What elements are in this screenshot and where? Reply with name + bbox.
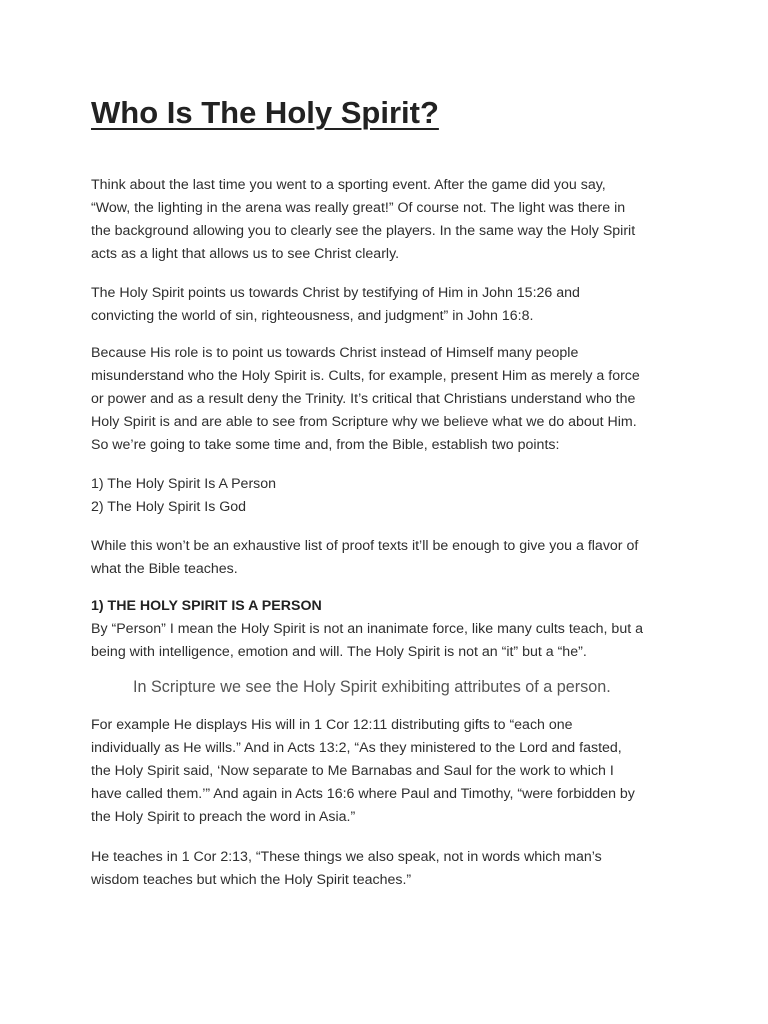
paragraph-line: For example He displays His will in 1 Cor 12:11 distributing gifts to “each one (91, 717, 573, 733)
paragraph-line: He teaches in 1 Cor 2:13, “These things we also speak, not in words which man’s (91, 849, 602, 865)
points-paragraph (91, 282, 580, 328)
paragraph-line: have called them.’” And again in Acts 16:6 where Paul and Timothy, “were forbidden by (91, 786, 635, 802)
paragraph-line: wisdom teaches but which the Holy Spirit teaches.” (91, 872, 412, 888)
points-list (91, 473, 276, 519)
paragraph-line: “Wow, the lighting in the arena was really great!” Of course not. The light was there in (91, 200, 626, 216)
paragraph-line: the background allowing you to clearly see the players. In the same way the Holy Spirit (91, 223, 636, 239)
list-item: 1) The Holy Spirit Is A Person (91, 476, 277, 492)
paragraph-line: The Holy Spirit points us towards Christ by testifying of Him in John 15:26 and (91, 285, 580, 301)
paragraph-line: Because His role is to point us towards Christ instead of Himself many people (91, 345, 579, 361)
paragraph-line: misunderstand who the Holy Spirit is. Cults, for example, present Him as merely a force (91, 368, 640, 384)
paragraph-line: Holy Spirit is and are able to see from Scripture why we believe what we do about Him. (91, 414, 637, 430)
list-item: 2) The Holy Spirit Is God (91, 499, 247, 515)
paragraph-line: convicting the world of sin, righteousness, and judgment” in John 16:8. (91, 308, 534, 324)
paragraph-line: While this won’t be an exhaustive list of proof texts it’ll be enough to give you a flavor of (91, 538, 639, 554)
paragraph-line: By “Person” I mean the Holy Spirit is not an inanimate force, like many cults teach, but a (91, 621, 643, 637)
page-title: Who Is The Holy Spirit? (91, 95, 439, 130)
paragraph-line: what the Bible teaches. (91, 561, 238, 577)
person-paragraph (91, 618, 643, 664)
section-heading: 1) THE HOLY SPIRIT IS A PERSON (91, 598, 322, 614)
teaches-paragraph (91, 846, 602, 892)
paragraph-line: individually as He wills.” And in Acts 13:2, “As they ministered to the Lord and fasted, (91, 740, 622, 756)
paragraph-line: being with intelligence, emotion and will. The Holy Spirit is not an “it” but a “he”. (91, 644, 587, 660)
paragraph-line: the Holy Spirit said, ‘Now separate to Me Barnabas and Saul for the work to which I (91, 763, 614, 779)
paragraph-line: the Holy Spirit to preach the word in Asia.” (91, 809, 356, 825)
example-paragraph (91, 714, 635, 829)
proof-paragraph (91, 535, 638, 581)
paragraph-line: or power and as a result deny the Trinity. It’s critical that Christians understand who the (91, 391, 636, 407)
paragraph-line: Think about the last time you went to a sporting event. After the game did you say, (91, 177, 606, 193)
paragraph-line: So we’re going to take some time and, from the Bible, establish two points: (91, 437, 560, 453)
intro-paragraph (91, 174, 635, 266)
paragraph-line: acts as a light that allows us to see Christ clearly. (91, 246, 400, 262)
pull-quote: In Scripture we see the Holy Spirit exhibiting attributes of a person. (133, 678, 611, 696)
role-paragraph (91, 342, 640, 457)
